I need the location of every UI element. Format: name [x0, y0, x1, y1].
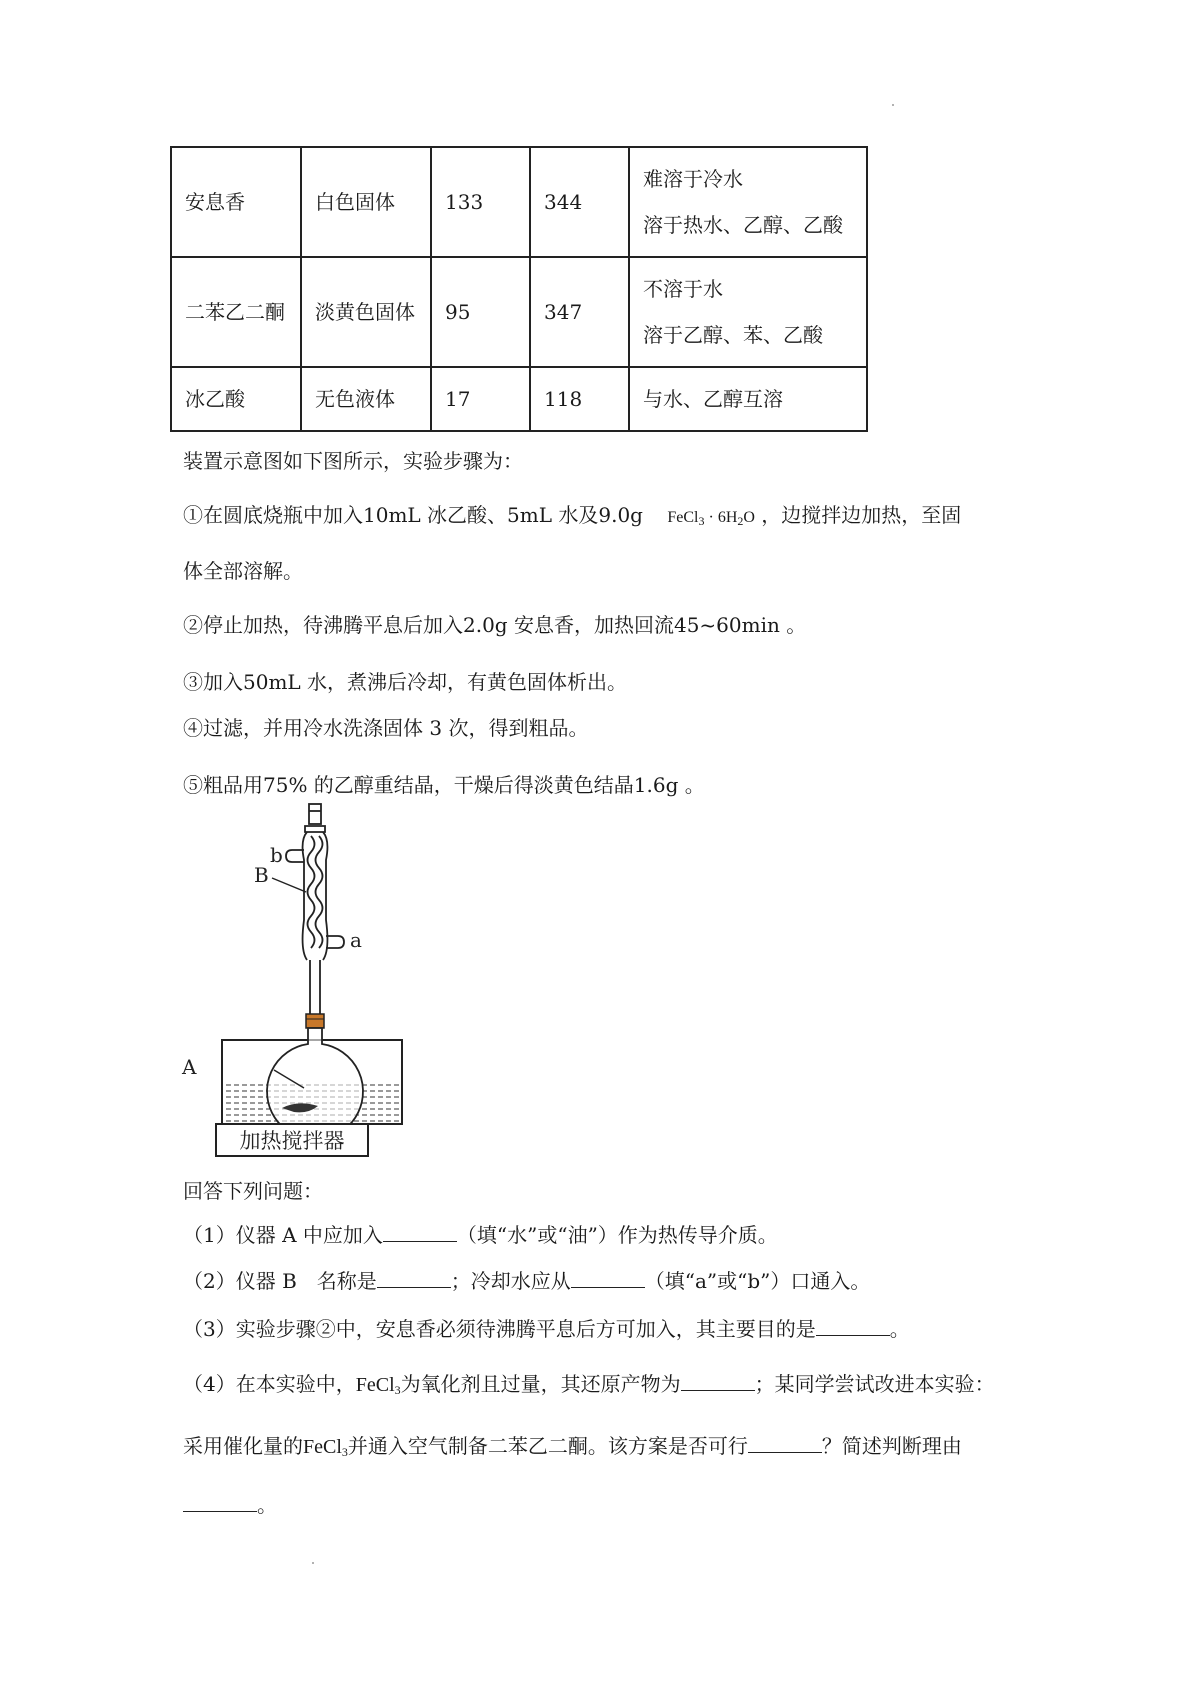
label-A: A: [182, 1055, 197, 1079]
question-text: ；某同学尝试改进本实验：: [754, 1372, 995, 1396]
question-text: ？简述判断理由: [821, 1434, 962, 1458]
step-3: ③加入50mL 水，煮沸后冷却，有黄色固体析出。: [183, 670, 628, 694]
table-row: [171, 147, 867, 257]
table-cell-melting-point: 17: [431, 367, 530, 431]
formula-subscript: 3: [394, 1383, 401, 1397]
question-3: [183, 1314, 910, 1344]
port-b-label: b: [270, 843, 283, 867]
table-cell-boiling-point: 344: [530, 147, 629, 257]
answer-blank[interactable]: [571, 1269, 645, 1288]
step-1-text-b: ，边搅拌边加热，至固: [761, 503, 962, 527]
question-text: （填“a”或“b”）口通入。: [644, 1269, 871, 1293]
table-row: [171, 257, 867, 367]
question-text: 为氧化剂且过量，其还原产物为: [400, 1372, 681, 1396]
formula-fecl3: [356, 1374, 401, 1396]
question-text: ；冷却水应从: [450, 1269, 571, 1293]
answer-blank[interactable]: [183, 1493, 257, 1512]
answer-blank[interactable]: [748, 1434, 822, 1453]
formula-part: FeCl: [355, 1374, 395, 1396]
question-2: [183, 1266, 870, 1296]
formula-subscript: 3: [341, 1445, 348, 1459]
question-4-continued: [183, 1431, 962, 1467]
solubility-line: 溶于乙醇、苯、乙酸: [643, 323, 823, 347]
formula-subscript: 2: [737, 514, 744, 528]
table-cell-solubility: [629, 367, 867, 431]
table-cell-melting-point: 133: [431, 147, 530, 257]
step-1-continued: 体全部溶解。: [183, 559, 303, 583]
question-text: （4）在本实验中，: [183, 1372, 356, 1396]
table-cell-boiling-point: 347: [530, 257, 629, 367]
step-1-text-a: ①在圆底烧瓶中加入10mL 冰乙酸、5mL 水及9.0g: [183, 503, 643, 527]
table-cell-appearance: 淡黄色固体: [301, 257, 431, 367]
question-1: [183, 1220, 778, 1250]
table-cell-appearance: 无色液体: [301, 367, 431, 431]
formula-part: FeCl: [303, 1436, 342, 1458]
step-2: ②停止加热，待沸腾平息后加入2.0g 安息香，加热回流45~60min 。: [183, 613, 807, 637]
formula-subscript: 3: [698, 514, 705, 528]
question-text: （填“水”或“油”）作为热传导介质。: [456, 1223, 778, 1247]
table-cell-name: 安息香: [171, 147, 301, 257]
question-text: 。: [889, 1317, 910, 1341]
formula-part: O: [743, 509, 755, 526]
reflux-apparatus-figure: [170, 800, 410, 1160]
orange-stopper: [306, 1014, 324, 1028]
table-cell-solubility: [629, 147, 867, 257]
question-text: 采用催化量的: [183, 1434, 303, 1458]
step-5: ⑤粗品用75% 的乙醇重结晶，干燥后得淡黄色结晶1.6g 。: [183, 773, 705, 797]
table-cell-appearance: 白色固体: [301, 147, 431, 257]
table-cell-name: 冰乙酸: [171, 367, 301, 431]
question-text: 。: [257, 1493, 277, 1517]
solubility-line: 不溶于水: [643, 277, 723, 301]
label-B: B: [254, 863, 269, 887]
scan-speck: [892, 104, 894, 106]
formula-part: · 6H: [704, 509, 738, 526]
table-cell-boiling-point: 118: [530, 367, 629, 431]
question-text: 并通入空气制备二苯乙二酮。该方案是否可行: [347, 1434, 748, 1458]
port-a-label: a: [350, 928, 362, 952]
answer-blank[interactable]: [816, 1317, 890, 1336]
table-row: [171, 367, 867, 431]
properties-table: [170, 146, 868, 432]
intro-text: 装置示意图如下图所示，实验步骤为：: [183, 449, 523, 473]
step-1-formula: [667, 509, 755, 526]
questions-heading: 回答下列问题：: [183, 1179, 323, 1203]
question-4: [183, 1369, 995, 1405]
question-text: （3）实验步骤②中，安息香必须待沸腾平息后方可加入，其主要目的是: [183, 1317, 816, 1341]
scan-speck: [312, 1562, 314, 1564]
question-text: （2）仪器 B 名称是: [183, 1269, 377, 1293]
round-bottom-flask: [267, 1028, 363, 1139]
step-4: ④过滤，并用冷水洗涤固体 3 次，得到粗品。: [183, 716, 589, 740]
table-cell-melting-point: 95: [431, 257, 530, 367]
answer-blank[interactable]: [681, 1372, 755, 1391]
condenser-B: [286, 804, 344, 1020]
answer-blank[interactable]: [377, 1269, 451, 1288]
formula-part: FeCl: [667, 509, 699, 526]
label-B-leader: [272, 878, 306, 892]
formula-fecl3: [303, 1436, 348, 1458]
solubility-line: 难溶于冷水: [643, 167, 743, 191]
solubility-line: 溶于热水、乙醇、乙酸: [643, 213, 843, 237]
step-1: [183, 500, 961, 536]
table-cell-solubility: [629, 257, 867, 367]
question-4-answer-line: [183, 1490, 277, 1520]
answer-blank[interactable]: [383, 1223, 457, 1242]
base-label: 加热搅拌器: [239, 1129, 345, 1153]
table-cell-name: 二苯乙二酮: [171, 257, 301, 367]
question-text: （1）仪器 A 中应加入: [183, 1223, 383, 1247]
solubility-line: 与水、乙醇互溶: [643, 387, 783, 411]
